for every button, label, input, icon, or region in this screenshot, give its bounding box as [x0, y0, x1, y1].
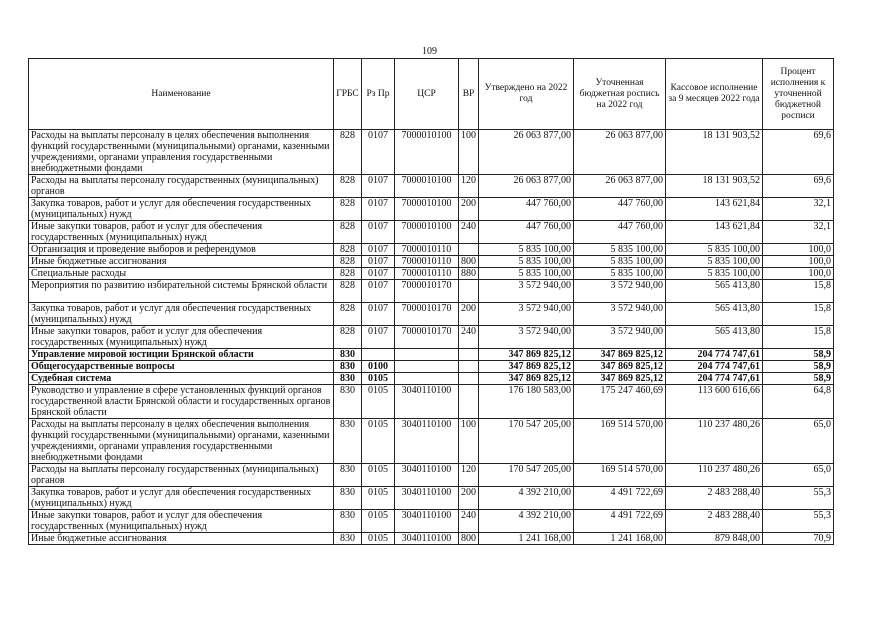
cell-csr: 3040110100 [395, 533, 459, 545]
page-number: 109 [422, 46, 437, 57]
cell-cash: 2 483 288,40 [666, 510, 763, 533]
header-row [29, 59, 834, 130]
cell-vr [459, 373, 479, 385]
cell-percent: 64,8 [763, 385, 834, 419]
cell-csr: 7000010100 [395, 198, 459, 221]
cell-percent: 58,9 [763, 361, 834, 373]
cell-approved: 176 180 583,00 [479, 385, 574, 419]
cell-cash: 565 413,80 [666, 303, 763, 326]
table-row [29, 221, 834, 244]
cell-percent: 15,8 [763, 303, 834, 326]
table-row [29, 533, 834, 545]
cell-rzpr: 0107 [362, 130, 395, 175]
cell-rzpr: 0105 [362, 510, 395, 533]
cell-percent: 65,0 [763, 419, 834, 464]
cell-csr: 3040110100 [395, 419, 459, 464]
cell-csr: 7000010110 [395, 256, 459, 268]
col-header-rzpr: Рз Пр [362, 59, 395, 130]
table-row [29, 373, 834, 385]
cell-approved: 347 869 825,12 [479, 373, 574, 385]
cell-rzpr: 0107 [362, 256, 395, 268]
cell-rzpr: 0107 [362, 198, 395, 221]
cell-vr: 800 [459, 256, 479, 268]
cell-refined: 4 491 722,69 [574, 510, 666, 533]
cell-name: Иные бюджетные ассигнования [29, 256, 334, 268]
cell-cash: 204 774 747,61 [666, 373, 763, 385]
cell-name: Расходы на выплаты персоналу в целях обеспечения выполнения функций государственными (муниципальными) органами, казенными учреждениями, органами управления государственными внебюджетными фондами [29, 130, 334, 175]
cell-csr: 7000010170 [395, 303, 459, 326]
cell-vr: 800 [459, 533, 479, 545]
cell-csr: 7000010100 [395, 221, 459, 244]
col-header-name: Наименование [29, 59, 334, 130]
cell-refined: 169 514 570,00 [574, 464, 666, 487]
cell-rzpr: 0107 [362, 326, 395, 349]
cell-cash: 113 600 616,66 [666, 385, 763, 419]
cell-approved: 447 760,00 [479, 221, 574, 244]
cell-percent: 15,8 [763, 326, 834, 349]
cell-csr: 7000010170 [395, 326, 459, 349]
cell-grbs: 828 [334, 221, 362, 244]
cell-approved: 347 869 825,12 [479, 361, 574, 373]
table-row [29, 419, 834, 464]
col-header-csr: ЦСР [395, 59, 459, 130]
cell-grbs: 828 [334, 244, 362, 256]
cell-csr: 3040110100 [395, 385, 459, 419]
cell-name: Управление мировой юстиции Брянской области [29, 349, 334, 361]
cell-percent: 55,3 [763, 510, 834, 533]
cell-grbs: 828 [334, 175, 362, 198]
cell-cash: 204 774 747,61 [666, 349, 763, 361]
cell-name: Иные бюджетные ассигнования [29, 533, 334, 545]
cell-rzpr: 0107 [362, 303, 395, 326]
cell-approved: 447 760,00 [479, 198, 574, 221]
cell-percent: 70,9 [763, 533, 834, 545]
cell-name: Иные закупки товаров, работ и услуг для обеспечения государственных (муниципальных) нужд [29, 326, 334, 349]
table-row [29, 326, 834, 349]
cell-refined: 1 241 168,00 [574, 533, 666, 545]
col-header-refined: Уточненная бюджетная роспись на 2022 год [574, 59, 666, 130]
cell-percent: 58,9 [763, 373, 834, 385]
cell-name: Судебная система [29, 373, 334, 385]
cell-rzpr: 0105 [362, 385, 395, 419]
cell-percent: 100,0 [763, 268, 834, 280]
cell-name: Организация и проведение выборов и референдумов [29, 244, 334, 256]
cell-grbs: 828 [334, 130, 362, 175]
col-header-percent: Процент исполнения к уточненной бюджетной росписи [763, 59, 834, 130]
cell-name: Расходы на выплаты персоналу государственных (муниципальных) органов [29, 464, 334, 487]
cell-grbs: 828 [334, 256, 362, 268]
cell-cash: 5 835 100,00 [666, 268, 763, 280]
cell-percent: 15,8 [763, 280, 834, 303]
cell-csr: 7000010110 [395, 268, 459, 280]
cell-approved: 170 547 205,00 [479, 419, 574, 464]
col-header-approved: Утверждено на 2022 год [479, 59, 574, 130]
col-header-cash: Кассовое исполнение за 9 месяцев 2022 года [666, 59, 763, 130]
cell-grbs: 828 [334, 326, 362, 349]
cell-grbs: 830 [334, 385, 362, 419]
cell-csr: 7000010170 [395, 280, 459, 303]
cell-csr: 3040110100 [395, 464, 459, 487]
table-row [29, 198, 834, 221]
cell-name: Специальные расходы [29, 268, 334, 280]
table-body [29, 130, 834, 545]
cell-cash: 879 848,00 [666, 533, 763, 545]
cell-name: Закупка товаров, работ и услуг для обеспечения государственных (муниципальных) нужд [29, 198, 334, 221]
cell-csr: 7000010110 [395, 244, 459, 256]
cell-refined: 4 491 722,69 [574, 487, 666, 510]
cell-grbs: 828 [334, 280, 362, 303]
cell-grbs: 830 [334, 361, 362, 373]
cell-csr [395, 361, 459, 373]
cell-approved: 170 547 205,00 [479, 464, 574, 487]
cell-vr: 100 [459, 419, 479, 464]
cell-cash: 565 413,80 [666, 326, 763, 349]
table-row [29, 510, 834, 533]
cell-refined: 26 063 877,00 [574, 175, 666, 198]
cell-rzpr: 0105 [362, 464, 395, 487]
cell-cash: 204 774 747,61 [666, 361, 763, 373]
cell-vr: 120 [459, 464, 479, 487]
cell-cash: 565 413,80 [666, 280, 763, 303]
cell-refined: 5 835 100,00 [574, 256, 666, 268]
cell-grbs: 830 [334, 487, 362, 510]
table-row [29, 244, 834, 256]
cell-approved: 26 063 877,00 [479, 130, 574, 175]
cell-grbs: 830 [334, 349, 362, 361]
table-row [29, 130, 834, 175]
cell-rzpr: 0105 [362, 533, 395, 545]
cell-name: Руководство и управление в сфере установленных функций органов государственной власти Брянской области и государственных органов Брянской области [29, 385, 334, 419]
cell-vr: 120 [459, 175, 479, 198]
cell-rzpr: 0107 [362, 221, 395, 244]
cell-name: Закупка товаров, работ и услуг для обеспечения государственных (муниципальных) нужд [29, 303, 334, 326]
cell-approved: 4 392 210,00 [479, 487, 574, 510]
cell-grbs: 828 [334, 198, 362, 221]
cell-refined: 447 760,00 [574, 221, 666, 244]
cell-csr: 3040110100 [395, 510, 459, 533]
cell-csr: 3040110100 [395, 487, 459, 510]
col-header-vr: ВР [459, 59, 479, 130]
table-row [29, 280, 834, 303]
cell-approved: 347 869 825,12 [479, 349, 574, 361]
table-row [29, 175, 834, 198]
cell-refined: 3 572 940,00 [574, 326, 666, 349]
table-row [29, 256, 834, 268]
cell-cash: 110 237 480,26 [666, 419, 763, 464]
cell-vr [459, 361, 479, 373]
cell-percent: 69,6 [763, 175, 834, 198]
cell-cash: 143 621,84 [666, 221, 763, 244]
table-row [29, 464, 834, 487]
cell-grbs: 828 [334, 303, 362, 326]
cell-percent: 100,0 [763, 256, 834, 268]
cell-rzpr: 0107 [362, 280, 395, 303]
cell-grbs: 828 [334, 268, 362, 280]
cell-rzpr: 0105 [362, 373, 395, 385]
cell-name: Иные закупки товаров, работ и услуг для обеспечения государственных (муниципальных) нужд [29, 221, 334, 244]
cell-refined: 3 572 940,00 [574, 280, 666, 303]
cell-cash: 5 835 100,00 [666, 244, 763, 256]
cell-grbs: 830 [334, 533, 362, 545]
cell-refined: 347 869 825,12 [574, 361, 666, 373]
cell-name: Закупка товаров, работ и услуг для обеспечения государственных (муниципальных) нужд [29, 487, 334, 510]
cell-vr: 240 [459, 221, 479, 244]
cell-approved: 3 572 940,00 [479, 303, 574, 326]
budget-execution-table [28, 58, 834, 545]
cell-name: Расходы на выплаты персоналу государственных (муниципальных) органов [29, 175, 334, 198]
table-row [29, 349, 834, 361]
cell-cash: 5 835 100,00 [666, 256, 763, 268]
cell-vr: 240 [459, 510, 479, 533]
cell-vr: 200 [459, 198, 479, 221]
cell-rzpr: 0107 [362, 175, 395, 198]
table-row [29, 487, 834, 510]
cell-approved: 3 572 940,00 [479, 326, 574, 349]
cell-refined: 5 835 100,00 [574, 268, 666, 280]
cell-rzpr: 0105 [362, 487, 395, 510]
cell-rzpr: 0107 [362, 268, 395, 280]
cell-csr: 7000010100 [395, 130, 459, 175]
cell-csr [395, 373, 459, 385]
cell-vr [459, 244, 479, 256]
cell-rzpr: 0105 [362, 419, 395, 464]
cell-refined: 175 247 460,69 [574, 385, 666, 419]
cell-percent: 65,0 [763, 464, 834, 487]
cell-vr [459, 385, 479, 419]
cell-cash: 18 131 903,52 [666, 130, 763, 175]
cell-name: Иные закупки товаров, работ и услуг для обеспечения государственных (муниципальных) нужд [29, 510, 334, 533]
cell-refined: 347 869 825,12 [574, 373, 666, 385]
cell-approved: 5 835 100,00 [479, 256, 574, 268]
cell-vr: 200 [459, 487, 479, 510]
cell-refined: 3 572 940,00 [574, 303, 666, 326]
cell-percent: 58,9 [763, 349, 834, 361]
cell-approved: 26 063 877,00 [479, 175, 574, 198]
col-header-grbs: ГРБС [334, 59, 362, 130]
cell-grbs: 830 [334, 373, 362, 385]
cell-cash: 18 131 903,52 [666, 175, 763, 198]
cell-vr: 100 [459, 130, 479, 175]
cell-vr: 240 [459, 326, 479, 349]
cell-refined: 347 869 825,12 [574, 349, 666, 361]
cell-approved: 5 835 100,00 [479, 244, 574, 256]
cell-refined: 26 063 877,00 [574, 130, 666, 175]
table-row [29, 268, 834, 280]
cell-approved: 1 241 168,00 [479, 533, 574, 545]
cell-grbs: 830 [334, 419, 362, 464]
cell-refined: 447 760,00 [574, 198, 666, 221]
table-row [29, 361, 834, 373]
cell-csr [395, 349, 459, 361]
cell-vr [459, 280, 479, 303]
cell-rzpr: 0107 [362, 244, 395, 256]
cell-name: Общегосударственные вопросы [29, 361, 334, 373]
table-row [29, 303, 834, 326]
cell-percent: 32,1 [763, 221, 834, 244]
cell-refined: 5 835 100,00 [574, 244, 666, 256]
cell-percent: 55,3 [763, 487, 834, 510]
cell-cash: 2 483 288,40 [666, 487, 763, 510]
cell-percent: 32,1 [763, 198, 834, 221]
cell-approved: 4 392 210,00 [479, 510, 574, 533]
cell-name: Расходы на выплаты персоналу в целях обеспечения выполнения функций государственными (муниципальными) органами, казенными учреждениями, органами управления государственными внебюджетными фондами [29, 419, 334, 464]
cell-grbs: 830 [334, 510, 362, 533]
cell-percent: 100,0 [763, 244, 834, 256]
cell-approved: 5 835 100,00 [479, 268, 574, 280]
cell-csr: 7000010100 [395, 175, 459, 198]
cell-rzpr: 0100 [362, 361, 395, 373]
cell-rzpr [362, 349, 395, 361]
cell-grbs: 830 [334, 464, 362, 487]
cell-vr [459, 349, 479, 361]
cell-percent: 69,6 [763, 130, 834, 175]
cell-vr: 200 [459, 303, 479, 326]
cell-cash: 110 237 480,26 [666, 464, 763, 487]
cell-cash: 143 621,84 [666, 198, 763, 221]
cell-refined: 169 514 570,00 [574, 419, 666, 464]
cell-name: Мероприятия по развитию избирательной системы Брянской области [29, 280, 334, 303]
cell-approved: 3 572 940,00 [479, 280, 574, 303]
cell-vr: 880 [459, 268, 479, 280]
table-row [29, 385, 834, 419]
